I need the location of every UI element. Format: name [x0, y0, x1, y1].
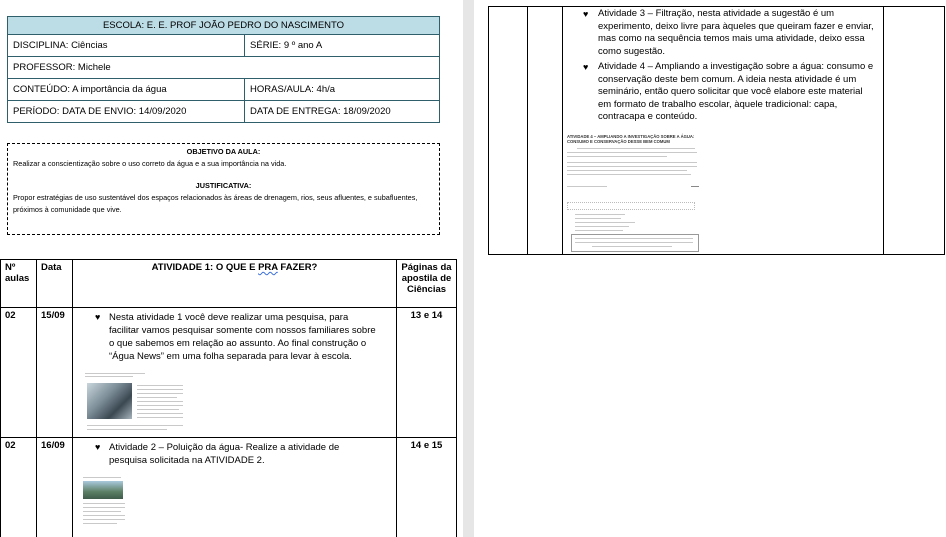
activity4-preview [567, 134, 707, 254]
col-header-activity: ATIVIDADE 1: O QUE E PRA FAZER? [73, 260, 397, 308]
row1-pages: 13 e 14 [397, 308, 457, 438]
grade-field: SÉRIE: 9 º ano A [245, 35, 440, 57]
page-gutter [463, 0, 474, 537]
header-table [7, 16, 440, 123]
preview-dotted-band [567, 202, 695, 210]
cont-col-activity [563, 7, 884, 255]
activity2-thumbnail [81, 475, 127, 527]
activity1-thumbnail [81, 371, 189, 435]
row2-text: Atividade 2 – Poluição da água- Realize a atividade de pesquisa solicitada na ATIVIDADE 2. [109, 442, 340, 466]
col-header-date: Data [37, 260, 73, 308]
activity1-photo [87, 383, 132, 419]
preview-note-box [571, 234, 699, 252]
activities-table-continued [488, 6, 945, 255]
justification-text: Propor estratégias de uso sustentável dos espaços relacionados às áreas de drenagem, rios, seus afluentes, e subafluentes, próximos à comunidade que vive. [13, 193, 418, 214]
col-header-pages: Páginas da apostila de Ciências [397, 260, 457, 308]
row2-date: 16/09 [37, 438, 73, 537]
col-header-num: Nº aulas [1, 260, 37, 308]
justification-title: JUSTIFICATIVA: [195, 181, 252, 190]
hours-field: HORAS/AULA: 4h/a [245, 79, 440, 101]
activity4-text: Atividade 4 – Ampliando a investigação sobre a água: consumo e conservação deste bem comum. A ideia nesta atividade é um seminário, então quero solicitar que você elabore este material em formato de trabalho escolar, àquele tradicional: capa, contracapa e conteúdo. [598, 61, 874, 122]
activity2-photo [83, 481, 123, 499]
heart-bullet-icon: ♥ [583, 9, 589, 19]
document-page-right [474, 0, 946, 537]
school-name: ESCOLA: E. E. PROF JOÃO PEDRO DO NASCIMENTO [8, 17, 440, 35]
row2-activity [73, 438, 397, 537]
row1-date: 15/09 [37, 308, 73, 438]
cont-col-pages [884, 7, 945, 255]
cont-col-date [528, 7, 563, 255]
heart-bullet-icon: ♥ [95, 312, 101, 322]
activities-table [0, 259, 457, 537]
teacher-field: PROFESSOR: Michele [8, 57, 440, 79]
content-field: CONTEÚDO: A importância da água [8, 79, 245, 101]
row1-num: 02 [1, 308, 37, 438]
delivery-date-field: DATA DE ENTREGA: 18/09/2020 [245, 101, 440, 123]
row2-num: 02 [1, 438, 37, 537]
objective-box [7, 143, 440, 235]
heart-bullet-icon: ♥ [95, 442, 101, 452]
preview-title: ATIVIDADE 4 – AMPLIANDO A INVESTIGAÇÃO SOBRE A ÁGUA: CONSUMO E CONSERVAÇÃO DESSE BEM COMUM [567, 133, 695, 144]
cont-col-num [489, 7, 528, 255]
send-date-field: PERÍODO: DATA DE ENVIO: 14/09/2020 [8, 101, 245, 123]
row1-activity [73, 308, 397, 438]
heart-bullet-icon: ♥ [583, 62, 589, 72]
document-page-left [0, 0, 463, 537]
objective-text: Realizar a conscientização sobre o uso correto da água e a sua importância na vida. [13, 159, 287, 168]
table-row [1, 308, 457, 438]
row1-text: Nesta atividade 1 você deve realizar uma pesquisa, para facilitar vamos pesquisar somente com nossos familiares sobre o que sabemos em relação ao assunto. Ao final construção o “Água News” em uma folha separada para levar à escola. [109, 312, 376, 362]
discipline-field: DISCIPLINA: Ciências [8, 35, 245, 57]
objective-title: OBJETIVO DA AULA: [186, 147, 261, 156]
table-row [1, 438, 457, 537]
activity3-text: Atividade 3 – Filtração, nesta atividade a sugestão é um experimento, deixo livre para àqueles que queiram fazer e enviar, mas como na sequência temos mais uma atividade, deixo essa como sugestão. [598, 8, 874, 57]
row2-pages: 14 e 15 [397, 438, 457, 537]
